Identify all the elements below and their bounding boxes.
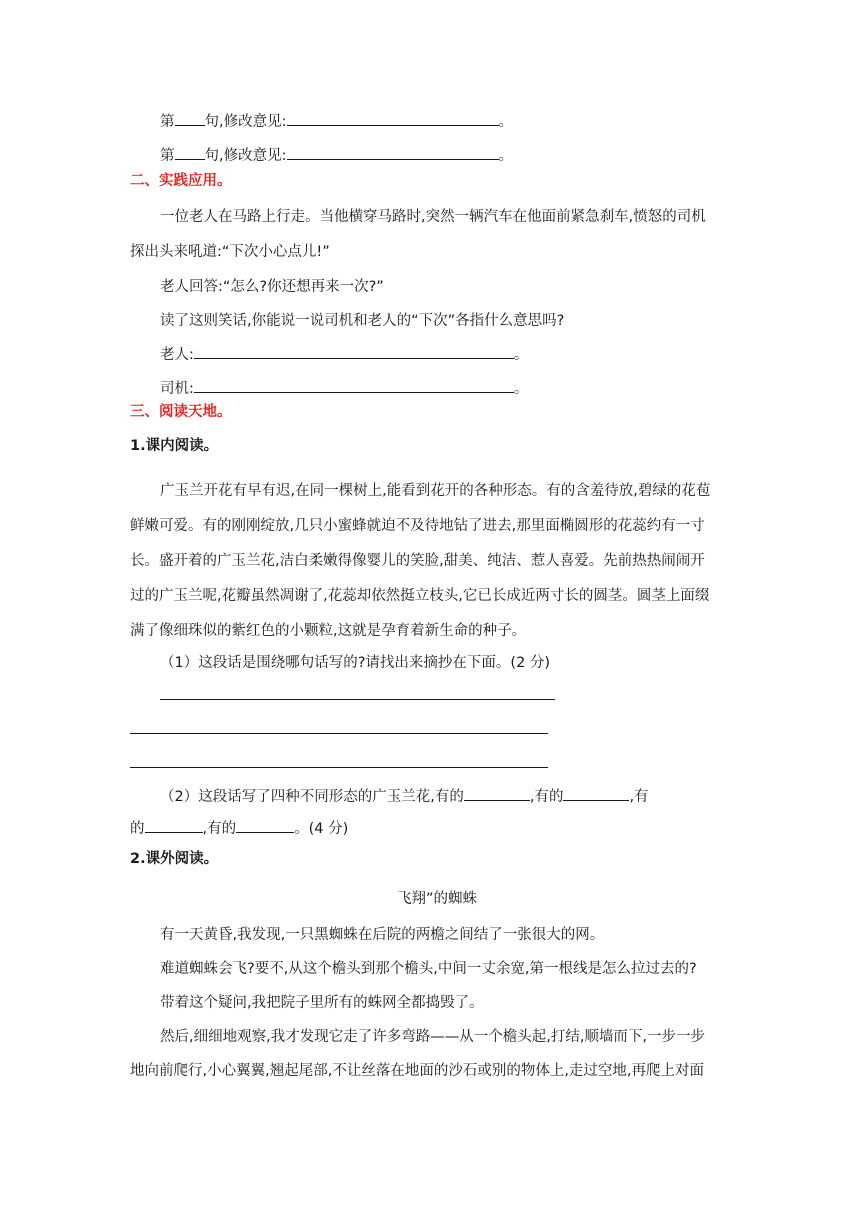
passage-line-2: 鲜嫩可爱。有的刚刚绽放,几只小蜜蜂就迫不及待地钻了进去,那里面椭圆形的花蕊约有一寸 (130, 518, 705, 534)
driver-answer-blank[interactable] (194, 378, 514, 393)
question-1: （1）这段话是围绕哪句话写的?请找出来摘抄在下面。(2 分) (160, 655, 551, 671)
story-paragraph-1: 有一天黄昏,我发现,一只黑蜘蛛在后院的两檐之间结了一张很大的网。 (160, 927, 605, 943)
revise-label: 句,修改意见: (204, 114, 287, 130)
answer-line-1[interactable] (160, 699, 555, 700)
sentence-number-blank[interactable] (175, 111, 205, 126)
driver-answer-line (160, 378, 528, 399)
section-3-heading: 三、阅读天地。 (130, 404, 232, 420)
question-2-line-1 (160, 786, 649, 807)
question-2-text: 。(4 分) (294, 821, 349, 837)
passage-line-5: 满了像细珠似的紫红色的小颗粒,这就是孕育着新生命的种子。 (130, 623, 527, 639)
story-line-1: 一位老人在马路上行走。当他横穿马路时,突然一辆汽车在他面前紧急刹车,愤怒的司机 (160, 209, 706, 225)
answer-line-3[interactable] (130, 767, 548, 768)
question-2-text: ,有的 (529, 789, 564, 805)
revise-label: 句,修改意见: (204, 148, 287, 164)
revise-prefix: 第 (160, 114, 175, 130)
revise-line-2 (160, 145, 513, 166)
form-blank-1[interactable] (464, 786, 530, 801)
answer-line-2[interactable] (130, 733, 548, 734)
revise-opinion-blank[interactable] (287, 111, 499, 126)
old-man-answer-blank[interactable] (194, 344, 514, 359)
question-2-text: ,有 (629, 789, 649, 805)
question-text: 读了这则笑话,你能说一说司机和老人的“下次”各指什么意思吗? (160, 313, 565, 329)
line-end: 。 (513, 347, 529, 363)
old-man-label: 老人: (160, 347, 194, 363)
form-blank-4[interactable] (236, 818, 294, 833)
form-blank-3[interactable] (145, 818, 203, 833)
part-1-heading: 1.课内阅读。 (130, 438, 219, 454)
question-2-line-2 (130, 818, 348, 839)
story-line-2: 探出头来吼道:“下次小心点儿!” (130, 244, 330, 260)
passage-line-1: 广玉兰开花有早有迟,在同一棵树上,能看到花开的各种形态。有的含羞待放,碧绿的花苞 (160, 483, 711, 499)
question-2-text: 的 (130, 821, 145, 837)
driver-label: 司机: (160, 381, 194, 397)
revise-opinion-blank[interactable] (287, 145, 499, 160)
line-end: 。 (513, 381, 529, 397)
old-man-answer-line (160, 344, 528, 365)
part-2-heading: 2.课外阅读。 (130, 851, 219, 867)
revise-end: 。 (498, 148, 513, 164)
section-2-heading: 二、实践应用。 (130, 173, 232, 189)
revise-end: 。 (498, 114, 513, 130)
question-2-text: ,有的 (202, 821, 237, 837)
story-title: 飞翔”的蜘蛛 (397, 891, 478, 907)
story-paragraph-2: 难道蜘蛛会飞?要不,从这个檐头到那个檐头,中间一丈余宽,第一根线是怎么拉过去的? (160, 961, 697, 977)
old-man-reply: 老人回答:“怎么?你还想再来一次?” (160, 279, 384, 295)
sentence-number-blank[interactable] (175, 145, 205, 160)
story-paragraph-4: 然后,细细地观察,我才发现它走了许多弯路——从一个檐头起,打结,顺墙而下,一步一步 (160, 1029, 706, 1045)
revise-prefix: 第 (160, 148, 175, 164)
question-2-text: （2）这段话写了四种不同形态的广玉兰花,有的 (160, 789, 464, 805)
passage-line-3: 长。盛开着的广玉兰花,洁白柔嫩得像婴儿的笑脸,甜美、纯洁、惹人喜爱。先前热热闹闹开 (130, 553, 705, 569)
revise-line-1 (160, 111, 513, 132)
form-blank-2[interactable] (563, 786, 629, 801)
story-paragraph-5: 地向前爬行,小心翼翼,翘起尾部,不让丝落在地面的沙石或别的物体上,走过空地,再爬上对面 (130, 1063, 705, 1079)
story-paragraph-3: 带着这个疑问,我把院子里所有的蛛网全都捣毁了。 (160, 995, 484, 1011)
passage-line-4: 过的广玉兰呢,花瓣虽然凋谢了,花蕊却依然挺立枝头,它已长成近两寸长的圆茎。圆茎上面缀 (130, 588, 710, 604)
